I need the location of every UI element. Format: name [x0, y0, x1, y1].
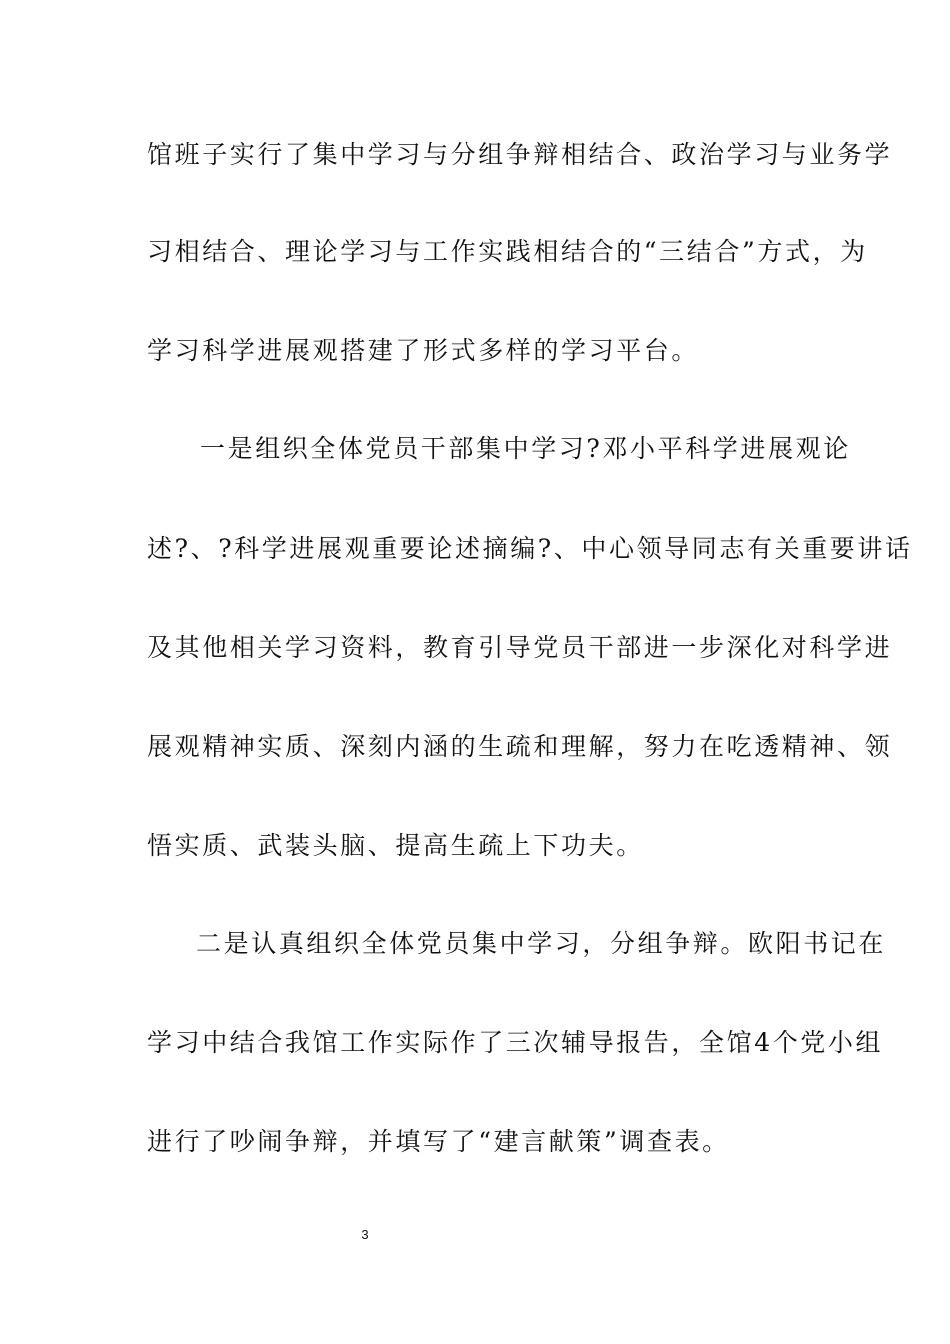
paragraph-start-line: 一是组织全体党员干部集中学习?邓小平科学进展观论	[200, 434, 851, 463]
text-line: 述?、?科学进展观重要论述摘编?、中心领导同志有关重要讲话	[147, 534, 913, 563]
paragraph-start-line: 二是认真组织全体党员集中学习，分组争辩。欧阳书记在	[196, 929, 887, 958]
text-line: 进行了吵闹争辩，并填写了“建言献策”调查表。	[147, 1127, 730, 1156]
text-line: 学习科学进展观搭建了形式多样的学习平台。	[147, 336, 700, 365]
text-line: 展观精神实质、深刻内涵的生疏和理解，努力在吃透精神、领	[147, 732, 893, 761]
text-line: 学习中结合我馆工作实际作了三次辅导报告，全馆4个党小组	[147, 1028, 884, 1057]
text-line: 及其他相关学习资料，教育引导党员干部进一步深化对科学进	[147, 633, 893, 662]
text-line: 馆班子实行了集中学习与分组争辩相结合、政治学习与业务学	[147, 140, 893, 169]
text-line: 悟实质、武装头脑、提高生疏上下功夫。	[147, 831, 644, 860]
text-line: 习相结合、理论学习与工作实践相结合的“三结合”方式，为	[147, 237, 868, 266]
page-number: 3	[361, 1227, 369, 1242]
